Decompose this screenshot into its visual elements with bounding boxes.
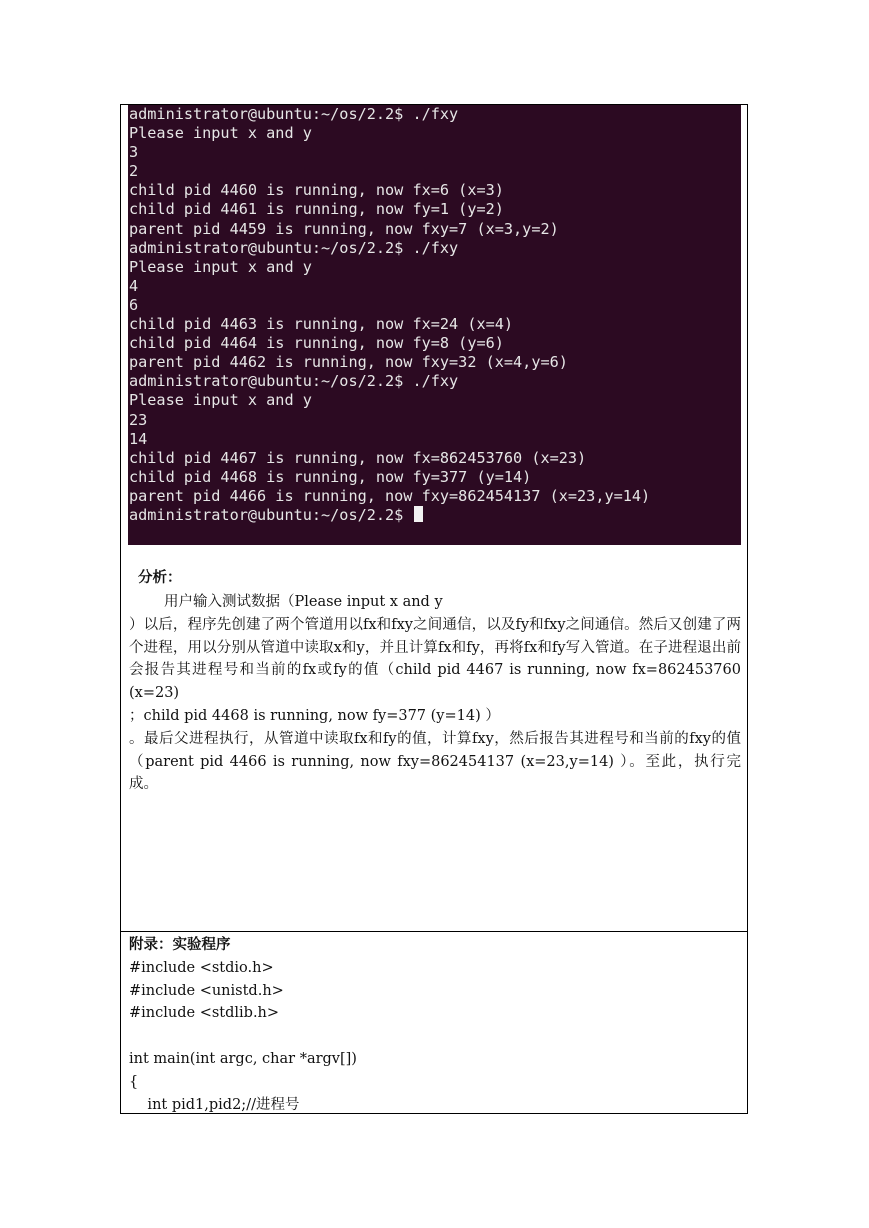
terminal-output xyxy=(129,105,650,525)
table-row-divider xyxy=(121,931,747,932)
terminal-line: 14 xyxy=(129,429,148,448)
terminal-line: child pid 4468 is running, now fy=377 (y=14) xyxy=(129,467,532,486)
code-line: int main(int argc, char *argv[]) xyxy=(129,1050,357,1067)
terminal-line: child pid 4460 is running, now fx=6 (x=3) xyxy=(129,181,504,200)
terminal-line: child pid 4464 is running, now fy=8 (y=6) xyxy=(129,334,504,353)
terminal-line: child pid 4467 is running, now fx=862453760 (x=23) xyxy=(129,448,587,467)
code-listing xyxy=(129,957,741,1117)
terminal-line: parent pid 4459 is running, now fxy=7 (x=3,y=2) xyxy=(129,219,559,238)
terminal-line: 6 xyxy=(129,295,139,314)
code-line: { xyxy=(129,1073,139,1090)
code-line: #include <unistd.h> xyxy=(129,982,284,999)
terminal-cursor xyxy=(414,506,423,522)
analysis-paragraph: ）以后，程序先创建了两个管道用以fx和fxy之间通信，以及fy和fxy之间通信。然后又创建了两个进程，用以分别从管道中读取x和y，并且计算fx和fy，再将fx和fy写入管道。在子进程退出前会报告其进程号和当前的fx或fy的值（child pid 4467 is running, now fx=862453760 (x=23) xyxy=(129,616,741,702)
terminal-line: 2 xyxy=(129,162,139,181)
terminal-line: parent pid 4466 is running, now fxy=862454137 (x=23,y=14) xyxy=(129,486,651,505)
appendix-section xyxy=(129,934,741,1116)
terminal-prompt-line xyxy=(129,506,650,525)
terminal-line: administrator@ubuntu:~/os/2.2$ ./fxy xyxy=(129,105,459,123)
code-line: int pid1,pid2;//进程号 xyxy=(129,1096,300,1113)
analysis-heading: 分析： xyxy=(138,570,182,586)
terminal-prompt: administrator@ubuntu:~/os/2.2$ xyxy=(129,505,413,524)
analysis-paragraph: ；child pid 4468 is running, now fy=377 (y=14) ） xyxy=(129,707,500,724)
report-table xyxy=(120,104,748,1114)
terminal-line: Please input x and y xyxy=(129,391,312,410)
terminal-line: administrator@ubuntu:~/os/2.2$ ./fxy xyxy=(129,238,459,257)
analysis-paragraph: 。最后父进程执行，从管道中读取fx和fy的值，计算fxy，然后报告其进程号和当前的fxy的值（parent pid 4466 is running, now fxy=862454137 (x=23,y=14) ）。至此，执行完成。 xyxy=(129,730,741,793)
terminal-line: administrator@ubuntu:~/os/2.2$ ./fxy xyxy=(129,372,459,391)
terminal-line: 3 xyxy=(129,143,139,162)
code-line: #include <stdio.h> xyxy=(129,959,274,976)
terminal-line: 23 xyxy=(129,410,148,429)
terminal-screenshot xyxy=(128,105,741,545)
terminal-line: Please input x and y xyxy=(129,124,312,143)
terminal-line: child pid 4461 is running, now fy=1 (y=2) xyxy=(129,200,504,219)
analysis-body xyxy=(129,591,741,796)
appendix-heading: 附录：实验程序 xyxy=(129,937,231,953)
terminal-line: child pid 4463 is running, now fx=24 (x=4) xyxy=(129,315,514,334)
code-line xyxy=(129,1025,741,1048)
code-line: #include <stdlib.h> xyxy=(129,1005,280,1022)
terminal-line: parent pid 4462 is running, now fxy=32 (x=4,y=6) xyxy=(129,353,568,372)
terminal-line: 4 xyxy=(129,276,139,295)
analysis-section xyxy=(129,567,741,796)
analysis-paragraph: 用户输入测试数据（Please input x and y xyxy=(164,594,443,610)
terminal-line: Please input x and y xyxy=(129,257,312,276)
